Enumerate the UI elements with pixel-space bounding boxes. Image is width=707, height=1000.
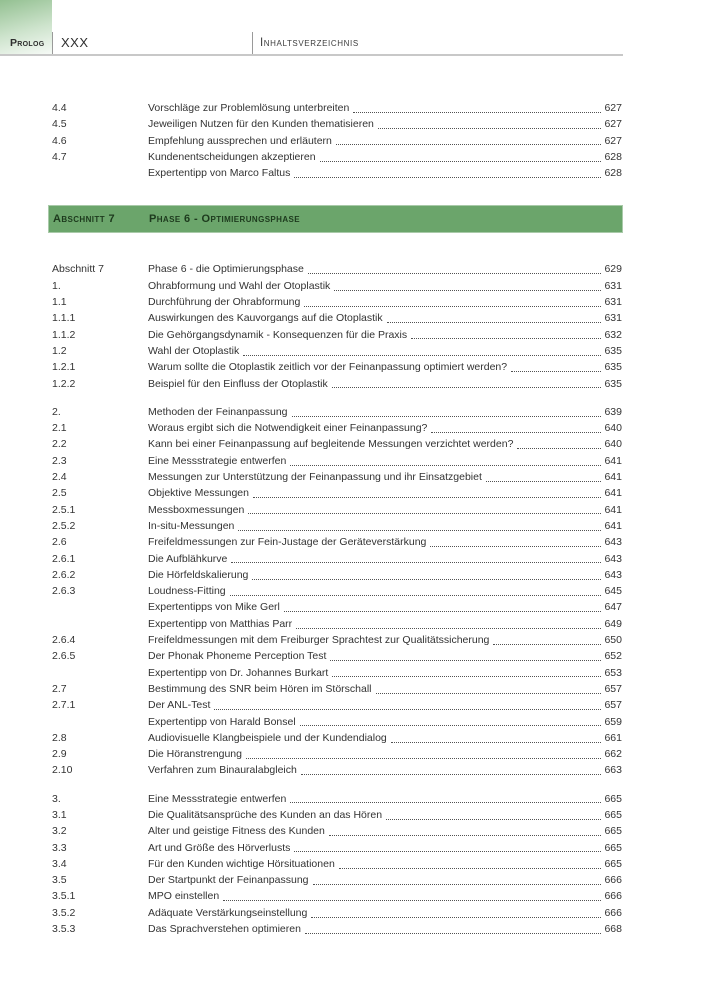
toc-entry-page: 657 (604, 682, 622, 695)
toc-entry-page: 643 (604, 568, 622, 581)
toc-entry-page: 663 (604, 764, 622, 777)
toc-entry-number: 2.6.3 (52, 585, 76, 598)
toc-entry-page: 643 (604, 552, 622, 565)
toc-entry-page: 661 (604, 731, 622, 744)
toc-dotted-leader (329, 835, 602, 836)
toc-row (52, 359, 622, 375)
toc-row (52, 436, 622, 452)
toc-entry-title: Expertentipp von Marco Faltus (148, 167, 291, 180)
toc-entry-page: 628 (604, 150, 622, 163)
toc-entry-title: Empfehlung aussprechen und erläutern (148, 134, 332, 147)
toc-entry-title: Kann bei einer Feinanpassung auf begleitende Messungen verzichtet werden? (148, 438, 514, 451)
toc-row (52, 133, 622, 149)
toc-entry-page: 627 (604, 134, 622, 147)
toc-row (52, 149, 622, 165)
toc-entry-title: Messungen zur Unterstützung der Feinanpassung und ihr Einsatzgebiet (148, 471, 482, 484)
toc-row (52, 888, 622, 904)
toc-row (52, 807, 622, 823)
toc-entry-number: Abschnitt 7 (52, 263, 104, 276)
toc-entry-page: 641 (604, 503, 622, 516)
toc-entry-title: Die Qualitätsansprüche des Kunden an das Hören (148, 808, 383, 821)
toc-entry-title: Woraus ergibt sich die Notwendigkeit einer Feinanpassung? (148, 422, 428, 435)
toc-entry-number (52, 665, 148, 681)
toc-entry-page: 641 (604, 519, 622, 532)
toc-row (52, 921, 622, 937)
toc-entry-number: 2.6.1 (52, 552, 76, 565)
toc-entry-page: 666 (604, 906, 622, 919)
toc-row (52, 681, 622, 697)
toc-entry-number: 2. (52, 405, 61, 418)
toc-dotted-leader (332, 387, 602, 388)
toc-entry-page: 649 (604, 617, 622, 630)
toc-entry-page: 640 (604, 422, 622, 435)
toc-entry-number: 2.3 (52, 454, 67, 467)
toc-entry-page: 635 (604, 377, 622, 390)
toc-entry-number: 1.2.1 (52, 361, 76, 374)
toc-dotted-leader (430, 546, 601, 547)
toc-entry-page: 627 (604, 102, 622, 114)
toc-entry-number: 3. (52, 792, 61, 805)
toc-entry-title: Kundenentscheidungen akzeptieren (148, 150, 316, 163)
toc-row (52, 823, 622, 839)
toc-entry-page: 665 (604, 857, 622, 870)
toc-row (52, 730, 622, 746)
toc-dotted-leader (252, 579, 601, 580)
toc-dotted-leader (334, 290, 601, 291)
toc-row (52, 648, 622, 664)
toc-row (52, 746, 622, 762)
toc-entry-title: Verfahren zum Binauralabgleich (148, 764, 297, 777)
toc-blocks-before-bar (52, 100, 622, 181)
toc-row (52, 261, 622, 277)
toc-entry-page: 665 (604, 792, 622, 805)
toc-dotted-leader (511, 371, 601, 372)
toc-entry-page: 666 (604, 890, 622, 903)
toc-row (52, 100, 622, 116)
toc-dotted-leader (248, 513, 601, 514)
toc-dotted-leader (332, 676, 601, 677)
toc-entry-page: 640 (604, 438, 622, 451)
toc-entry-page: 665 (604, 808, 622, 821)
toc-entry-page: 631 (604, 296, 622, 309)
toc-row (52, 599, 622, 615)
toc-row (52, 567, 622, 583)
header-divider (252, 32, 253, 54)
toc-row (52, 905, 622, 921)
toc-dotted-leader (330, 660, 601, 661)
toc-row (52, 376, 622, 392)
toc-entry-number: 4.5 (52, 118, 67, 131)
toc-dotted-leader (214, 709, 601, 710)
header-divider (52, 32, 53, 54)
toc-entry-title: Die Höranstrengung (148, 748, 242, 761)
toc-dotted-leader (391, 742, 602, 743)
toc-block (52, 404, 622, 779)
toc-row (52, 116, 622, 132)
toc-entry-title: Das Sprachverstehen optimieren (148, 923, 301, 936)
toc-dotted-leader (311, 917, 601, 918)
toc-entry-title: Freifeldmessungen mit dem Freiburger Sprachtest zur Qualitätssicherung (148, 634, 490, 647)
toc-dotted-leader (296, 628, 601, 629)
toc-entry-title: Audiovisuelle Klangbeispiele und der Kundendialog (148, 731, 387, 744)
toc-dotted-leader (411, 338, 601, 339)
toc-entry-title: Der ANL-Test (148, 699, 211, 712)
toc-entry-title: Auswirkungen des Kauvorgangs auf die Otoplastik (148, 312, 383, 325)
toc-entry-number: 3.5 (52, 874, 67, 887)
toc-entry-page: 627 (604, 118, 622, 131)
toc-entry-number: 3.2 (52, 825, 67, 838)
prolog-label: Prolog (10, 37, 45, 49)
toc-entry-page: 665 (604, 841, 622, 854)
toc-entry-title: Ohrabformung und Wahl der Otoplastik (148, 279, 331, 292)
toc-entry-title: Art und Größe des Hörverlusts (148, 841, 291, 854)
toc-content (52, 100, 622, 937)
toc-entry-number: 4.7 (52, 150, 67, 163)
section-bar (48, 205, 623, 233)
toc-entry-number: 2.5 (52, 487, 67, 500)
toc-entry-title: Expertentipp von Dr. Johannes Burkart (148, 666, 329, 679)
toc-dotted-leader (253, 497, 601, 498)
toc-entry-number (52, 616, 148, 632)
toc-entry-number: 2.9 (52, 748, 67, 761)
toc-dotted-leader (486, 481, 602, 482)
toc-dotted-leader (353, 112, 601, 113)
toc-dotted-leader (292, 416, 602, 417)
toc-block (52, 100, 622, 181)
toc-entry-page: 632 (604, 328, 622, 341)
toc-entry-number: 1.1 (52, 296, 67, 309)
toc-entry-page: 643 (604, 536, 622, 549)
toc-dotted-leader (300, 725, 602, 726)
toc-dotted-leader (294, 851, 601, 852)
toc-entry-page: 629 (604, 263, 622, 276)
toc-entry-title: Eine Messstrategie entwerfen (148, 454, 287, 467)
toc-blocks-after-bar (52, 261, 622, 937)
toc-entry-title: Expertentipp von Harald Bonsel (148, 715, 296, 728)
toc-entry-title: Adäquate Verstärkungseinstellung (148, 906, 308, 919)
toc-dotted-leader (313, 884, 602, 885)
toc-entry-number: 2.6.2 (52, 568, 76, 581)
header-rule (0, 54, 623, 56)
toc-row (52, 714, 622, 730)
toc-entry-title: Der Startpunkt der Feinanpassung (148, 874, 309, 887)
toc-entry-page: 666 (604, 874, 622, 887)
toc-entry-number (52, 714, 148, 730)
toc-row (52, 762, 622, 778)
toc-row (52, 551, 622, 567)
toc-entry-title: Durchführung der Ohrabformung (148, 296, 301, 309)
toc-row (52, 453, 622, 469)
toc-entry-number: 2.10 (52, 764, 73, 777)
toc-entry-page: 631 (604, 279, 622, 292)
toc-dotted-leader (493, 644, 601, 645)
toc-entry-page: 628 (604, 167, 622, 180)
toc-entry-title: Methoden der Feinanpassung (148, 405, 288, 418)
toc-entry-page: 659 (604, 715, 622, 728)
toc-entry-page: 641 (604, 454, 622, 467)
toc-row (52, 469, 622, 485)
toc-entry-title: Vorschläge zur Problemlösung unterbreiten (148, 102, 350, 114)
header-title: Inhaltsverzeichnis (260, 37, 359, 49)
toc-entry-number: 2.1 (52, 422, 67, 435)
toc-entry-title: Freifeldmessungen zur Fein-Justage der Geräteverstärkung (148, 536, 427, 549)
toc-entry-number: 4.4 (52, 102, 67, 114)
toc-dotted-leader (304, 306, 601, 307)
toc-dotted-leader (284, 611, 602, 612)
toc-row (52, 534, 622, 550)
toc-entry-number: 3.4 (52, 857, 67, 870)
toc-row (52, 616, 622, 632)
toc-entry-page: 639 (604, 405, 622, 418)
toc-entry-number: 3.3 (52, 841, 67, 854)
toc-dotted-leader (431, 432, 601, 433)
toc-block (52, 791, 622, 938)
toc-entry-title: Loudness-Fitting (148, 585, 226, 598)
toc-row (52, 502, 622, 518)
toc-entry-title: Expertentipp von Matthias Parr (148, 617, 293, 630)
toc-entry-title: Die Hörfeldskalierung (148, 568, 249, 581)
toc-entry-title: Objektive Messungen (148, 487, 249, 500)
toc-entry-number: 1.1.2 (52, 328, 76, 341)
toc-row (52, 420, 622, 436)
toc-entry-page: 631 (604, 312, 622, 325)
toc-entry-number: 2.6 (52, 536, 67, 549)
toc-dotted-leader (308, 273, 602, 274)
toc-dotted-leader (336, 144, 602, 145)
toc-row (52, 665, 622, 681)
toc-row (52, 165, 622, 181)
toc-row (52, 791, 622, 807)
toc-entry-number: 4.6 (52, 134, 67, 147)
toc-entry-number: 1.1.1 (52, 312, 76, 325)
toc-dotted-leader (305, 933, 602, 934)
toc-row (52, 632, 622, 648)
toc-entry-title: Für den Kunden wichtige Hörsituationen (148, 857, 335, 870)
toc-entry-page: 641 (604, 471, 622, 484)
toc-entry-page: 650 (604, 634, 622, 647)
toc-entry-number: 2.6.5 (52, 650, 76, 663)
toc-entry-title: Eine Messstrategie entwerfen (148, 792, 287, 805)
toc-entry-number: 2.2 (52, 438, 67, 451)
toc-entry-page: 647 (604, 601, 622, 614)
toc-entry-title: Jeweiligen Nutzen für den Kunden thematisieren (148, 118, 374, 131)
toc-dotted-leader (376, 693, 602, 694)
toc-entry-page: 641 (604, 487, 622, 500)
toc-entry-number (52, 599, 148, 615)
toc-dotted-leader (378, 128, 602, 129)
toc-entry-title: Die Aufblähkurve (148, 552, 228, 565)
toc-entry-number: 1.2.2 (52, 377, 76, 390)
toc-dotted-leader (294, 177, 601, 178)
toc-row (52, 404, 622, 420)
toc-entry-page: 665 (604, 825, 622, 838)
toc-entry-title: Bestimmung des SNR beim Hören im Störschall (148, 682, 372, 695)
toc-dotted-leader (238, 530, 601, 531)
toc-row (52, 294, 622, 310)
page-number: XXX (61, 35, 89, 50)
toc-entry-page: 653 (604, 666, 622, 679)
toc-entry-title: Die Gehörgangsdynamik - Konsequenzen für die Praxis (148, 328, 408, 341)
toc-row (52, 697, 622, 713)
toc-entry-number: 2.7.1 (52, 699, 76, 712)
toc-row (52, 872, 622, 888)
toc-dotted-leader (517, 448, 601, 449)
toc-entry-number: 3.1 (52, 808, 67, 821)
toc-dotted-leader (223, 900, 601, 901)
toc-entry-page: 657 (604, 699, 622, 712)
toc-entry-title: Wahl der Otoplastik (148, 344, 240, 357)
toc-dotted-leader (243, 355, 601, 356)
toc-entry-title: Der Phonak Phoneme Perception Test (148, 650, 327, 663)
toc-dotted-leader (386, 819, 601, 820)
toc-dotted-leader (290, 465, 601, 466)
toc-row (52, 310, 622, 326)
toc-entry-title: Warum sollte die Otoplastik zeitlich vor der Feinanpassung optimiert werden? (148, 361, 508, 374)
toc-row (52, 278, 622, 294)
toc-entry-title: Phase 6 - die Optimierungsphase (148, 263, 304, 276)
toc-entry-number: 2.5.2 (52, 519, 76, 532)
toc-entry-page: 668 (604, 923, 622, 936)
toc-dotted-leader (246, 758, 601, 759)
toc-entry-title: In-situ-Messungen (148, 519, 235, 532)
toc-entry-number: 3.5.2 (52, 906, 76, 919)
toc-entry-page: 645 (604, 585, 622, 598)
toc-entry-title: Expertentipps von Mike Gerl (148, 601, 280, 614)
toc-entry-number: 2.4 (52, 471, 67, 484)
toc-dotted-leader (339, 868, 602, 869)
toc-entry-number: 2.5.1 (52, 503, 76, 516)
toc-row (52, 327, 622, 343)
toc-row (52, 856, 622, 872)
toc-row (52, 518, 622, 534)
section-bar-title: Phase 6 - Optimierungsphase (149, 213, 300, 226)
toc-dotted-leader (231, 562, 601, 563)
section-bar-label: Abschnitt 7 (53, 213, 115, 226)
toc-entry-title: Beispiel für den Einfluss der Otoplastik (148, 377, 328, 390)
toc-entry-number: 3.5.3 (52, 923, 76, 936)
toc-dotted-leader (290, 802, 601, 803)
toc-dotted-leader (320, 161, 602, 162)
toc-entry-number (52, 165, 148, 181)
toc-entry-number: 1.2 (52, 344, 67, 357)
toc-entry-title: Alter und geistige Fitness des Kunden (148, 825, 325, 838)
toc-row (52, 583, 622, 599)
toc-entry-page: 635 (604, 361, 622, 374)
toc-entry-title: MPO einstellen (148, 890, 220, 903)
toc-entry-page: 662 (604, 748, 622, 761)
toc-entry-number: 3.5.1 (52, 890, 76, 903)
toc-dotted-leader (230, 595, 602, 596)
page-header (0, 0, 707, 56)
toc-entry-title: Messboxmessungen (148, 503, 245, 516)
toc-dotted-leader (301, 774, 602, 775)
toc-row (52, 343, 622, 359)
toc-entry-number: 2.7 (52, 682, 67, 695)
toc-row (52, 840, 622, 856)
toc-row (52, 485, 622, 501)
toc-dotted-leader (387, 322, 602, 323)
toc-entry-number: 2.8 (52, 731, 67, 744)
toc-entry-number: 2.6.4 (52, 634, 76, 647)
toc-entry-page: 652 (604, 650, 622, 663)
toc-entry-page: 635 (604, 344, 622, 357)
toc-entry-number: 1. (52, 279, 61, 292)
toc-block (52, 261, 622, 391)
